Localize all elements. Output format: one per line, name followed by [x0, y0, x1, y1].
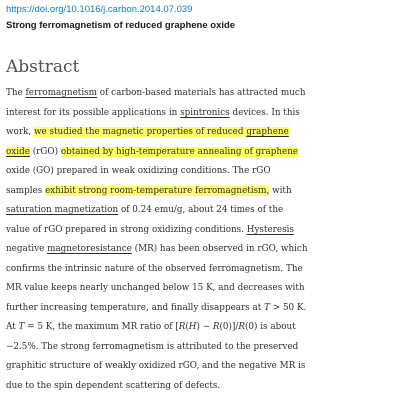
abstract-line [6, 104, 400, 124]
abstract-text: ( [185, 322, 189, 332]
abstract-text: confirms the intrinsic nature of the observed ferromagnetism. The [6, 263, 303, 274]
highlighted-text: obtained by high-temperature annealing of graphene [60, 146, 299, 157]
highlighted-text: we studied the magnetic properties of reduced [33, 127, 247, 137]
abstract-text: oxide (GO) prepared in weak oxidizing conditions. The rGO [6, 166, 271, 176]
abstract-line [6, 84, 400, 104]
keyword-link[interactable]: Hysteresis [246, 224, 294, 235]
abstract-line [6, 318, 400, 338]
abstract-line [6, 279, 400, 299]
abstract-line [6, 143, 400, 163]
abstract-text: At [6, 322, 19, 332]
abstract-line [6, 260, 400, 280]
keyword-link[interactable]: spintronics [180, 107, 230, 118]
abstract-text: (rGO) [29, 146, 61, 157]
abstract-text: T [18, 322, 25, 332]
abstract-text: −2.5%. The strong ferromagnetism is attributed to the preserved [6, 341, 299, 352]
abstract-text: The [6, 88, 26, 98]
abstract-text: further increasing temperature, and finally disappears at [6, 302, 265, 313]
keyword-link[interactable]: oxide [6, 146, 30, 157]
abstract-text: ) − [196, 322, 213, 332]
abstract-text: with [269, 185, 292, 196]
abstract-text: negative [6, 244, 48, 254]
abstract-line [6, 338, 400, 358]
abstract-text: interest for its possible applications in [6, 107, 181, 118]
abstract-heading: Abstract [6, 57, 80, 77]
abstract-text: graphitic structure of weakly oxidized rGO, and the negative MR is [6, 361, 306, 371]
abstract-line [6, 377, 400, 397]
abstract-line [6, 182, 400, 202]
abstract-text: value of rGO prepared in strong oxidizing conditions. [6, 224, 247, 235]
keyword-link[interactable]: saturation magnetization [6, 205, 119, 215]
highlighted-text: exhibit strong room-temperature ferromagnetism, [45, 185, 270, 196]
abstract-text: R [178, 322, 186, 332]
abstract-line [6, 221, 400, 241]
abstract-text: = 5 K, the maximum MR ratio of [ [24, 322, 179, 332]
abstract-line [6, 299, 400, 319]
abstract-text: > 50 K. [269, 302, 307, 313]
abstract-text: devices. In this [229, 107, 300, 118]
abstract-text: MR value keeps nearly unchanged below 15 K, and decreases with [6, 283, 305, 293]
keyword-link[interactable]: ferromagnetism [25, 88, 98, 98]
abstract-line [6, 162, 400, 182]
keyword-link[interactable]: magnetoresistance [47, 244, 132, 254]
abstract-text: samples [6, 185, 46, 196]
doi-link[interactable]: https://doi.org/10.1016/j.carbon.2014.07.039 [6, 4, 193, 15]
abstract-text: R [212, 322, 220, 332]
abstract-line [6, 123, 400, 143]
article-title: Strong ferromagnetism of reduced graphene oxide [6, 20, 236, 31]
abstract-line [6, 240, 400, 260]
abstract-text: due to the spin dependent scattering of defects. [6, 380, 221, 391]
abstract-line [6, 201, 400, 221]
abstract-text: (0)]/ [219, 322, 239, 332]
abstract-text: work, [6, 127, 34, 137]
keyword-link[interactable]: graphene [246, 127, 289, 137]
abstract-text: H [188, 322, 197, 332]
abstract-text: of 0.24 emu/g, about 24 times of the [118, 205, 284, 215]
abstract-text: (MR) has been observed in rGO, which [131, 244, 308, 254]
abstract-text: R [238, 322, 245, 332]
abstract-text: T [264, 302, 270, 313]
abstract-body [6, 84, 400, 396]
abstract-text: (0) is about [244, 322, 296, 332]
abstract-text: of carbon-based materials has attracted much [97, 88, 306, 98]
abstract-line [6, 357, 400, 377]
